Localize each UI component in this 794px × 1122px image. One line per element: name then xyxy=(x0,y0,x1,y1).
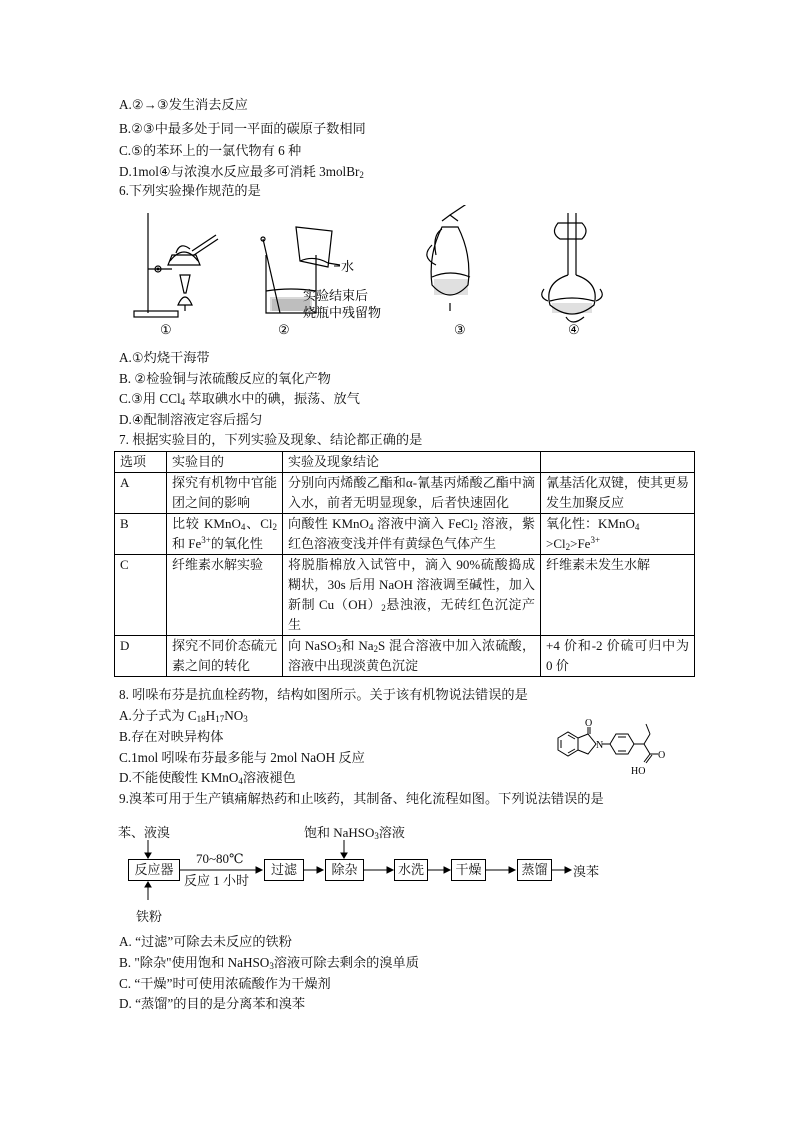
flow-box-dry: 干燥 xyxy=(451,859,486,881)
cell-purpose: 探究有机物中官能团之间的影响 xyxy=(167,473,283,514)
cell-conclusion: 氧化性：KMnO$_4$ $>Cl_2>Fe^{3+}$ xyxy=(541,514,695,555)
q6-option-b: B. ②检验铜与浓硫酸反应的氧化产物 xyxy=(119,371,331,386)
q5-option-c: C.⑤的苯环上的一氯代物有 6 种 xyxy=(119,143,302,158)
q8-option-d: D.不能使酸性 KMnO$_4$溶液褪色 xyxy=(119,770,296,786)
cell-experiment: 向 NaSO$_3$和 $Na_2S$ 混合溶液中加入浓硫酸，溶液中出现淡黄色沉淀 xyxy=(283,636,541,677)
flow-box-reactor: 反应器 xyxy=(128,859,180,881)
cell-experiment: 分别向丙烯酸乙酯和α-氰基丙烯酸乙酯中滴入水，前者无明显现象，后者快速固化 xyxy=(283,473,541,514)
header-purpose: 实验目的 xyxy=(167,452,283,473)
nitrogen-label: N xyxy=(596,740,604,751)
header-experiment: 实验及现象结论 xyxy=(283,452,541,473)
header-option: 选项 xyxy=(115,452,167,473)
note-line-2: 烧瓶中残留物 xyxy=(303,305,382,320)
flow-box-filter: 过滤 xyxy=(264,859,304,881)
reagent-top-label: 苯、液溴 xyxy=(118,825,171,840)
q8-option-b: B.存在对映异构体 xyxy=(119,729,224,744)
q8-option-a: A.分子式为 $C_{18}H_{17}NO_3$ xyxy=(119,708,248,724)
figure-number-4: ④ xyxy=(568,322,580,337)
additive-label: 饱和 NaHSO$_3$溶液 xyxy=(304,825,405,841)
hydroxyl-label: HO xyxy=(631,766,646,776)
q9-option-c: C. “干燥”时可使用浓硫酸作为干燥剂 xyxy=(119,976,331,991)
q5-option-a: A.②→③发生消去反应 xyxy=(119,97,248,112)
cell-purpose: 纤维素水解实验 xyxy=(167,555,283,636)
cell-experiment: 将脱脂棉放入试管中，滴入 90%硫酸捣成糊状，30s 后用 NaOH 溶液调至碱性，加入新制 $Cu(OH)_2$悬浊液，无砖红色沉淀产生 xyxy=(283,555,541,636)
cell-option: A xyxy=(115,473,167,514)
q5-option-b: B.②③中最多处于同一平面的碳原子数相同 xyxy=(119,121,366,136)
flow-box-distill: 蒸馏 xyxy=(517,859,552,881)
q8-option-c: C.1mol 吲哚布芬最多能与 2mol NaOH 反应 xyxy=(119,750,365,765)
cell-purpose: 比较 KMnO$_4$、$Cl_2$和 $Fe^{3+}$的氧化性 xyxy=(167,514,283,555)
product-label: 溴苯 xyxy=(573,864,600,879)
q6-option-c: C.③用 CCl$_4$ 萃取碘水中的碘，振荡、放气 xyxy=(119,391,360,407)
q9-option-a: A. “过滤”可除去未反应的铁粉 xyxy=(119,934,292,949)
q5-option-d: D.1mol④与浓溴水反应最多可消耗 3molBr$_2$ xyxy=(119,164,364,180)
q9-stem: 9.溴苯可用于生产镇痛解热药和止咳药，其制备、纯化流程如图。下列说法错误的是 xyxy=(119,791,604,806)
figure-number-3: ③ xyxy=(454,322,466,337)
flow-box-wash: 水洗 xyxy=(394,859,428,881)
q9-option-d: D. “蒸馏”的目的是分离苯和溴苯 xyxy=(119,996,306,1011)
q8-stem: 8. 吲哚布芬是抗血栓药物，结构如图所示。关于该有机物说法错误的是 xyxy=(119,687,528,702)
condition-time: 反应 1 小时 xyxy=(184,873,250,888)
figure-number-1: ① xyxy=(160,322,172,337)
condition-temp: 70~80℃ xyxy=(196,851,244,866)
carbonyl-o-label: O xyxy=(585,718,593,729)
q7-stem: 7. 根据实验目的，下列实验及现象、结论都正确的是 xyxy=(119,432,423,447)
q6-option-d: D.④配制溶液定容后摇匀 xyxy=(119,412,263,427)
cell-option: B xyxy=(115,514,167,555)
note-line-1: 实验结束后 xyxy=(303,288,369,303)
water-label: 水 xyxy=(341,259,355,274)
cell-option: C xyxy=(115,555,167,636)
q6-option-a: A.①灼烧干海带 xyxy=(119,350,210,365)
cell-conclusion: +4 价和-2 价硫可归中为 0 价 xyxy=(541,636,695,677)
cell-purpose: 探究不同价态硫元素之间的转化 xyxy=(167,636,283,677)
reagent-bottom-label: 铁粉 xyxy=(136,909,163,924)
cell-option: D xyxy=(115,636,167,677)
figure-number-2: ② xyxy=(278,322,290,337)
q6-stem: 6.下列实验操作规范的是 xyxy=(119,183,261,198)
cell-conclusion: 纤维素未发生水解 xyxy=(541,555,695,636)
cell-conclusion: 氰基活化双键，使其更易发生加聚反应 xyxy=(541,473,695,514)
q9-option-b: B. "除杂"使用饱和 NaHSO$_3$溶液可除去剩余的溴单质 xyxy=(119,955,419,971)
cell-experiment: 向酸性 KMnO$_4$ 溶液中滴入 FeCl$_2$ 溶液，紫红色溶液变浅并伴有黄绿色气体产生 xyxy=(283,514,541,555)
flow-box-purify: 除杂 xyxy=(325,859,364,881)
acid-o-label: O xyxy=(658,750,666,761)
